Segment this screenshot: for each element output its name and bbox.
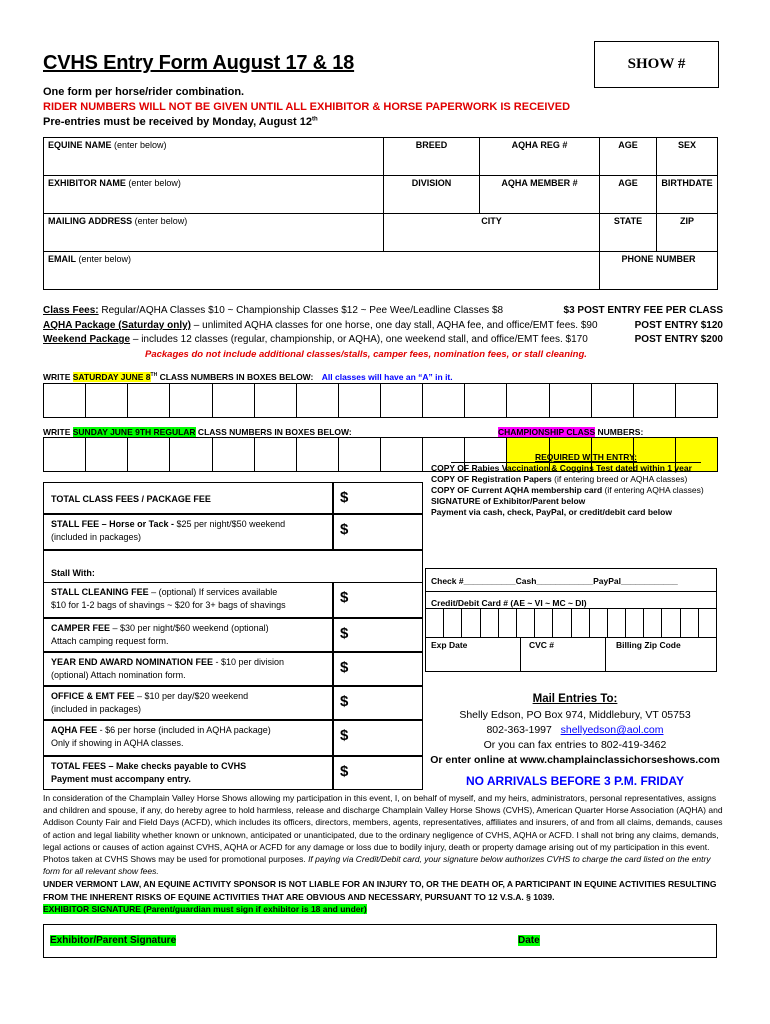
class-box[interactable] xyxy=(212,384,254,418)
card-number-boxes xyxy=(425,608,717,638)
rider-numbers-warning: RIDER NUMBERS WILL NOT BE GIVEN UNTIL ALL EXHIBITOR & HORSE PAPERWORK IS RECEIVED xyxy=(43,101,571,113)
card-digit-box[interactable] xyxy=(481,608,499,637)
card-digit-box[interactable] xyxy=(572,608,590,637)
aqha-reg-field[interactable]: AQHA REG # xyxy=(480,138,600,176)
card-digit-box[interactable] xyxy=(626,608,644,637)
aqha-member-field[interactable]: AQHA MEMBER # xyxy=(480,176,600,214)
total-fees-row: TOTAL FEES – Make checks payable to CVHS Payment must accompany entry. xyxy=(43,756,333,790)
championship-instructions: CHAMPIONSHIP CLASS NUMBERS: xyxy=(498,427,644,437)
pre-entry-deadline: Pre-entries must be received by Monday, August 12th xyxy=(43,116,318,128)
stall-fee-amount[interactable]: $ xyxy=(333,514,423,550)
weekend-package-line: Weekend Package – includes 12 classes (regular, championship, or AQHA), one weekend stall, and office/EMT fees. $170 POST ENTRY $200 xyxy=(43,334,723,345)
online-entry-note: Or enter online at www.champlainclassichorseshows.com xyxy=(430,754,720,766)
division-field[interactable]: DIVISION xyxy=(384,176,480,214)
class-box[interactable] xyxy=(86,384,128,418)
exhibitor-age-field[interactable]: AGE xyxy=(600,176,657,214)
class-fees-line: Class Fees: Regular/AQHA Classes $10 ~ Championship Classes $12 ~ Pee Wee/Leadline Classes $8 $3 POST ENTRY FEE PER CLASS xyxy=(43,305,723,316)
card-digit-box[interactable] xyxy=(553,608,571,637)
total-class-fees-row: TOTAL CLASS FEES / PACKAGE FEE xyxy=(43,482,333,514)
card-digit-box[interactable] xyxy=(499,608,517,637)
state-field[interactable]: STATE xyxy=(600,214,657,252)
card-digit-box[interactable] xyxy=(590,608,608,637)
exhibitor-signature-field[interactable]: Exhibitor/Parent Signature xyxy=(50,935,177,946)
card-digit-box[interactable] xyxy=(444,608,462,637)
packages-note: Packages do not include additional classes/stalls, camper fees, nomination fees, or stall cleaning. xyxy=(145,349,587,360)
entry-info-table xyxy=(43,137,718,290)
class-box[interactable] xyxy=(507,384,549,418)
class-box[interactable] xyxy=(170,438,212,472)
equine-name-field[interactable]: EQUINE NAME (enter below) xyxy=(44,138,384,176)
class-box[interactable] xyxy=(296,384,338,418)
year-end-nomination-amount[interactable]: $ xyxy=(333,652,423,686)
page-title: CVHS Entry Form August 17 & 18 xyxy=(43,52,355,74)
card-number-label: Credit/Debit Card # (AE ~ VI ~ MC ~ DI) xyxy=(425,592,717,610)
show-number-box[interactable] xyxy=(594,41,719,88)
card-digit-box[interactable] xyxy=(644,608,662,637)
class-box[interactable] xyxy=(44,438,86,472)
signature-date-field[interactable]: Date xyxy=(518,935,540,946)
class-box[interactable] xyxy=(338,438,380,472)
class-box[interactable] xyxy=(128,438,170,472)
billing-zip-field[interactable]: Billing Zip Code xyxy=(616,640,681,650)
mail-address: Shelly Edson, PO Box 974, Middlebury, VT 05753 xyxy=(459,709,691,721)
total-fees-amount[interactable]: $ xyxy=(333,756,423,790)
class-box[interactable] xyxy=(381,438,423,472)
email-field[interactable]: EMAIL (enter below) xyxy=(44,252,600,290)
class-box[interactable] xyxy=(465,384,507,418)
check-cash-paypal-field[interactable]: Check #___________Cash____________PayPal____________ xyxy=(425,568,717,592)
stall-fee-row: STALL FEE – Horse or Tack - $25 per night/$50 weekend (included in packages) xyxy=(43,514,333,550)
class-box[interactable] xyxy=(254,438,296,472)
stall-cleaning-row: STALL CLEANING FEE – (optional) If services available $10 for 1-2 bags of shavings ~ $20 for 3+ bags of shavings xyxy=(43,582,333,618)
liability-release: In consideration of the Champlain Valley Horse Shows allowing my participation in this event, I, on behalf of myself, and my heirs, administrators, personal representatives, assigns and children and spouse, if any, do hereby agree to hold harmless, release and discharge Champlain Valley Horse Shows (CVHS), American Quarter Horse Association (AQHA) and Addison County Fair and Field Days (ACFD), which includes its officers, directors, members, agents, representatives, affiliates and insurers, of and from all claims, demands, causes of action and legal liability whether known or unknown, anticipated or unanticipated, due to the ordinary negligence of CVHS, AQHA or ACFD. I shall not bring any claims, demands, legal actions or causes of action against CVHS, AQHA or ACFD for any damage or loss due to bodily injury, death or property damage arising out of my participation in this event. Photos taken at CVHS Shows may be used for promotional purposes. If paying via Credit/Debit card, your signature below authorizes CVHS to charge the card listed on the entry form for all relevant show fees. UNDER VERMONT LAW, AN EQUINE ACTIVITY SPONSOR IS NOT LIABLE FOR AN INJURY TO, OR THE DEATH OF, A PARTICIPANT IN EQUINE ACTIVITIES RESULTING FROM THE INHERENT RISKS OF EQUINE ACTIVITIES THAT ARE OBVIOUS AND NECESSARY, PURSUANT TO 12 V.S.A. § 1039. EXHIBITOR SIGNATURE (Parent/guardian must sign if exhibitor is 18 and under) xyxy=(43,793,723,914)
class-box[interactable] xyxy=(212,438,254,472)
card-digit-box[interactable] xyxy=(608,608,626,637)
class-box[interactable] xyxy=(549,384,591,418)
class-box[interactable] xyxy=(254,384,296,418)
saturday-instructions: WRITE SATURDAY JUNE 8TH CLASS NUMBERS IN BOXES BELOW: All classes will have an “A” in it. xyxy=(43,372,453,382)
vermont-law-notice: UNDER VERMONT LAW, AN EQUINE ACTIVITY SPONSOR IS NOT LIABLE FOR AN INJURY TO, OR THE DEATH OF, A PARTICIPANT IN EQUINE ACTIVITIES RESULTING FROM THE INHERENT RISKS OF EQUINE ACTIVITIES THAT ARE OBVIOUS AND NECESSARY, PURSUANT TO 12 V.S.A. § 1039. xyxy=(43,879,717,902)
aqha-fee-amount[interactable]: $ xyxy=(333,720,423,756)
stall-with-field[interactable]: Stall With: xyxy=(43,550,333,582)
card-digit-box[interactable] xyxy=(662,608,680,637)
class-box[interactable] xyxy=(128,384,170,418)
class-box[interactable] xyxy=(86,438,128,472)
fax-note: Or you can fax entries to 802-419-3462 xyxy=(483,739,667,751)
office-emt-fee-row: OFFICE & EMT FEE – $10 per day/$20 weekend (included in packages) xyxy=(43,686,333,720)
class-box[interactable] xyxy=(633,384,675,418)
age-field[interactable]: AGE xyxy=(600,138,657,176)
stall-with-spacer xyxy=(333,550,423,582)
total-class-fees-amount[interactable]: $ xyxy=(333,482,423,514)
card-digit-box[interactable] xyxy=(426,608,444,637)
aqha-fee-row: AQHA FEE - $6 per horse (included in AQHA package) Only if showing in AQHA classes. xyxy=(43,720,333,756)
class-box[interactable] xyxy=(296,438,338,472)
birthdate-field[interactable]: BIRTHDATE xyxy=(657,176,718,214)
show-number-label: SHOW # xyxy=(627,56,686,72)
exp-date-field[interactable]: Exp Date xyxy=(426,638,521,671)
class-box[interactable] xyxy=(338,384,380,418)
phone-field[interactable]: PHONE NUMBER xyxy=(600,252,718,290)
mail-contact: 802-363-1997 shellyedson@aol.com xyxy=(486,724,664,736)
zip-field[interactable]: ZIP xyxy=(657,214,718,252)
sunday-instructions: WRITE SUNDAY JUNE 9TH REGULAR CLASS NUMBERS IN BOXES BELOW: xyxy=(43,427,352,437)
saturday-class-boxes xyxy=(43,383,718,418)
class-box[interactable] xyxy=(591,384,633,418)
card-details-row xyxy=(425,638,717,672)
class-box[interactable] xyxy=(44,384,86,418)
card-digit-box[interactable] xyxy=(681,608,699,637)
class-box[interactable] xyxy=(170,384,212,418)
card-digit-box[interactable] xyxy=(517,608,535,637)
card-digit-box[interactable] xyxy=(699,608,716,637)
class-box[interactable] xyxy=(675,384,717,418)
signature-row xyxy=(43,924,717,958)
required-list: REQUIRED WITH ENTRY: COPY OF Rabies Vaccination & Coggins Test dated within 1 year COPY OF Registration Papers (if entering breed or AQHA classes) COPY OF Current AQHA membership card (if entering AQHA classes) SIGNATURE of Exhibitor/Parent below Payment via cash, check, PayPal, or credit/debit card below xyxy=(431,452,704,517)
card-digit-box[interactable] xyxy=(462,608,480,637)
city-field[interactable]: CITY xyxy=(384,214,600,252)
year-end-nomination-row: YEAR END AWARD NOMINATION FEE - $10 per division (optional) Attach nomination form. xyxy=(43,652,333,686)
class-box[interactable] xyxy=(423,384,465,418)
class-box[interactable] xyxy=(381,384,423,418)
camper-fee-amount[interactable]: $ xyxy=(333,618,423,652)
signature-instructions: EXHIBITOR SIGNATURE (Parent/guardian must sign if exhibitor is 18 and under) xyxy=(43,903,367,914)
email-link[interactable]: shellyedson@aol.com xyxy=(560,724,664,736)
arrivals-notice: NO ARRIVALS BEFORE 3 P.M. FRIDAY xyxy=(465,774,685,788)
camper-fee-row: CAMPER FEE – $30 per night/$60 weekend (optional) Attach camping request form. xyxy=(43,618,333,652)
cvc-field[interactable]: CVC # xyxy=(521,638,606,671)
breed-field[interactable]: BREED xyxy=(384,138,480,176)
mailing-address-field[interactable]: MAILING ADDRESS (enter below) xyxy=(44,214,384,252)
mail-entries-title: Mail Entries To: xyxy=(532,693,618,705)
stall-cleaning-amount[interactable]: $ xyxy=(333,582,423,618)
sex-field[interactable]: SEX xyxy=(657,138,718,176)
aqha-package-line: AQHA Package (Saturday only) – unlimited AQHA classes for one horse, one day stall, AQHA fee, and office/EMT fees. $90 POST ENTRY $120 xyxy=(43,320,723,331)
card-digit-box[interactable] xyxy=(535,608,553,637)
one-form-note: One form per horse/rider combination. xyxy=(43,86,245,98)
exhibitor-name-field[interactable]: EXHIBITOR NAME (enter below) xyxy=(44,176,384,214)
office-emt-fee-amount[interactable]: $ xyxy=(333,686,423,720)
